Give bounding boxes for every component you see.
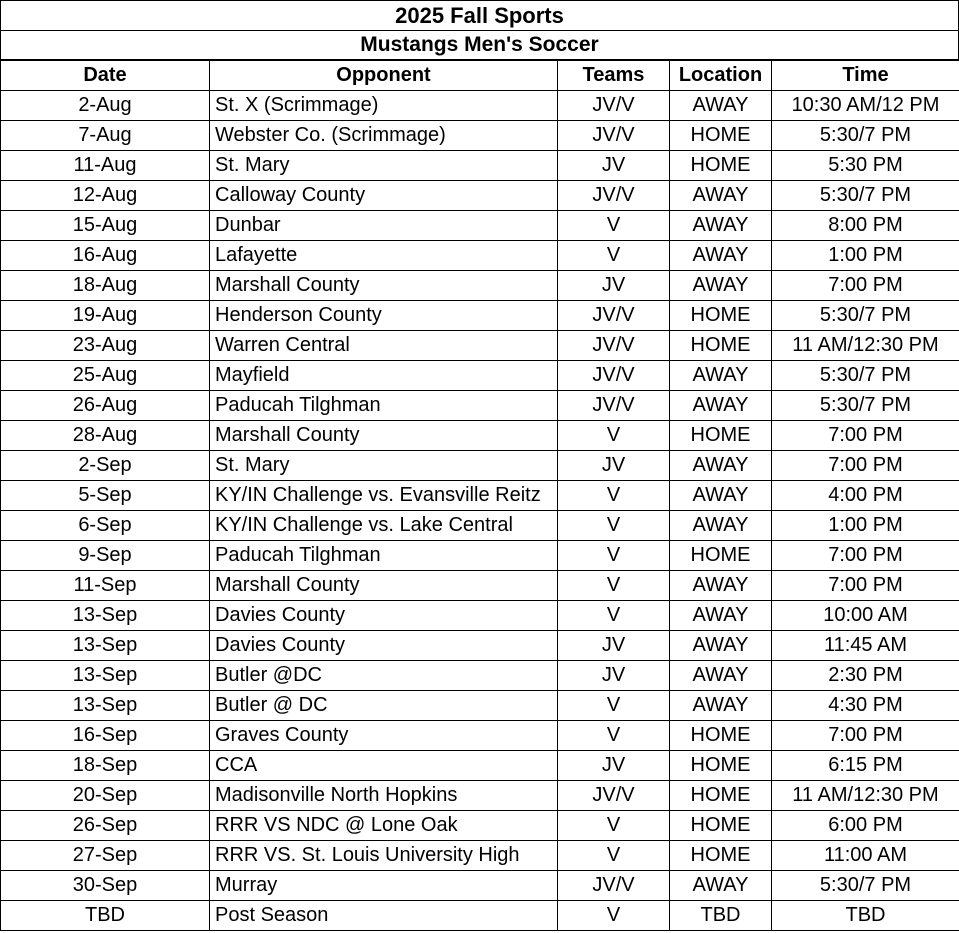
location-cell: AWAY — [670, 691, 772, 721]
date-cell: 12-Aug — [1, 181, 210, 211]
date-cell: 18-Aug — [1, 271, 210, 301]
location-cell: HOME — [670, 151, 772, 181]
time-cell: 7:00 PM — [772, 271, 959, 301]
date-cell: 26-Sep — [1, 811, 210, 841]
table-row — [1, 811, 959, 841]
location-cell: HOME — [670, 811, 772, 841]
table-row — [1, 451, 959, 481]
schedule-body — [1, 91, 959, 931]
time-cell: 7:00 PM — [772, 571, 959, 601]
table-row — [1, 181, 959, 211]
location-cell: AWAY — [670, 271, 772, 301]
location-cell: HOME — [670, 751, 772, 781]
date-cell: TBD — [1, 901, 210, 931]
teams-cell: JV — [558, 271, 670, 301]
table-row — [1, 121, 959, 151]
date-cell: 30-Sep — [1, 871, 210, 901]
time-cell: 7:00 PM — [772, 541, 959, 571]
opponent-cell: KY/IN Challenge vs. Evansville Reitz — [210, 481, 558, 511]
teams-cell: JV/V — [558, 331, 670, 361]
date-cell: 11-Aug — [1, 151, 210, 181]
opponent-cell: St. Mary — [210, 151, 558, 181]
teams-cell: JV/V — [558, 91, 670, 121]
teams-cell: V — [558, 571, 670, 601]
table-row — [1, 271, 959, 301]
location-cell: AWAY — [670, 391, 772, 421]
date-cell: 15-Aug — [1, 211, 210, 241]
teams-cell: JV/V — [558, 781, 670, 811]
opponent-cell: Warren Central — [210, 331, 558, 361]
opponent-cell: Paducah Tilghman — [210, 391, 558, 421]
location-cell: HOME — [670, 421, 772, 451]
date-cell: 13-Sep — [1, 601, 210, 631]
date-cell: 11-Sep — [1, 571, 210, 601]
table-row — [1, 211, 959, 241]
teams-cell: V — [558, 811, 670, 841]
time-cell: 5:30/7 PM — [772, 361, 959, 391]
date-cell: 26-Aug — [1, 391, 210, 421]
location-cell: HOME — [670, 541, 772, 571]
header-time: Time — [772, 61, 959, 91]
opponent-cell: Marshall County — [210, 571, 558, 601]
table-row — [1, 901, 959, 931]
teams-cell: JV — [558, 751, 670, 781]
time-cell: 7:00 PM — [772, 421, 959, 451]
table-row — [1, 421, 959, 451]
location-cell: HOME — [670, 781, 772, 811]
time-cell: 11 AM/12:30 PM — [772, 331, 959, 361]
location-cell: AWAY — [670, 571, 772, 601]
opponent-cell: RRR VS NDC @ Lone Oak — [210, 811, 558, 841]
opponent-cell: Dunbar — [210, 211, 558, 241]
location-cell: AWAY — [670, 601, 772, 631]
date-cell: 25-Aug — [1, 361, 210, 391]
time-cell: 2:30 PM — [772, 661, 959, 691]
date-cell: 2-Aug — [1, 91, 210, 121]
schedule-table — [0, 60, 959, 931]
opponent-cell: Calloway County — [210, 181, 558, 211]
location-cell: HOME — [670, 331, 772, 361]
table-row — [1, 691, 959, 721]
header-row — [1, 61, 959, 91]
table-row — [1, 631, 959, 661]
location-cell: HOME — [670, 301, 772, 331]
teams-cell: JV/V — [558, 391, 670, 421]
teams-cell: V — [558, 691, 670, 721]
opponent-cell: Paducah Tilghman — [210, 541, 558, 571]
location-cell: AWAY — [670, 211, 772, 241]
opponent-cell: CCA — [210, 751, 558, 781]
sheet-title: 2025 Fall Sports — [0, 0, 959, 30]
time-cell: 5:30/7 PM — [772, 181, 959, 211]
table-row — [1, 361, 959, 391]
time-cell: 8:00 PM — [772, 211, 959, 241]
time-cell: 5:30/7 PM — [772, 121, 959, 151]
teams-cell: JV/V — [558, 121, 670, 151]
table-row — [1, 91, 959, 121]
date-cell: 2-Sep — [1, 451, 210, 481]
time-cell: TBD — [772, 901, 959, 931]
opponent-cell: Davies County — [210, 601, 558, 631]
time-cell: 4:00 PM — [772, 481, 959, 511]
date-cell: 19-Aug — [1, 301, 210, 331]
date-cell: 27-Sep — [1, 841, 210, 871]
table-row — [1, 301, 959, 331]
date-cell: 13-Sep — [1, 691, 210, 721]
teams-cell: JV/V — [558, 361, 670, 391]
opponent-cell: Davies County — [210, 631, 558, 661]
opponent-cell: St. Mary — [210, 451, 558, 481]
date-cell: 28-Aug — [1, 421, 210, 451]
opponent-cell: Marshall County — [210, 271, 558, 301]
teams-cell: JV — [558, 151, 670, 181]
location-cell: AWAY — [670, 631, 772, 661]
table-row — [1, 661, 959, 691]
teams-cell: V — [558, 721, 670, 751]
opponent-cell: Butler @ DC — [210, 691, 558, 721]
time-cell: 11:00 AM — [772, 841, 959, 871]
date-cell: 6-Sep — [1, 511, 210, 541]
time-cell: 11 AM/12:30 PM — [772, 781, 959, 811]
teams-cell: V — [558, 541, 670, 571]
teams-cell: JV — [558, 661, 670, 691]
time-cell: 5:30/7 PM — [772, 391, 959, 421]
header-teams: Teams — [558, 61, 670, 91]
teams-cell: V — [558, 901, 670, 931]
location-cell: AWAY — [670, 661, 772, 691]
header-location: Location — [670, 61, 772, 91]
time-cell: 7:00 PM — [772, 451, 959, 481]
location-cell: AWAY — [670, 451, 772, 481]
opponent-cell: Murray — [210, 871, 558, 901]
time-cell: 5:30/7 PM — [772, 301, 959, 331]
date-cell: 5-Sep — [1, 481, 210, 511]
time-cell: 4:30 PM — [772, 691, 959, 721]
time-cell: 10:00 AM — [772, 601, 959, 631]
opponent-cell: Post Season — [210, 901, 558, 931]
date-cell: 13-Sep — [1, 661, 210, 691]
location-cell: HOME — [670, 841, 772, 871]
opponent-cell: Mayfield — [210, 361, 558, 391]
location-cell: AWAY — [670, 511, 772, 541]
time-cell: 5:30/7 PM — [772, 871, 959, 901]
opponent-cell: Webster Co. (Scrimmage) — [210, 121, 558, 151]
date-cell: 16-Sep — [1, 721, 210, 751]
table-row — [1, 751, 959, 781]
header-opponent: Opponent — [210, 61, 558, 91]
location-cell: TBD — [670, 901, 772, 931]
opponent-cell: Marshall County — [210, 421, 558, 451]
opponent-cell: Madisonville North Hopkins — [210, 781, 558, 811]
opponent-cell: Graves County — [210, 721, 558, 751]
date-cell: 13-Sep — [1, 631, 210, 661]
table-row — [1, 151, 959, 181]
time-cell: 1:00 PM — [772, 511, 959, 541]
teams-cell: V — [558, 601, 670, 631]
opponent-cell: Butler @DC — [210, 661, 558, 691]
table-row — [1, 871, 959, 901]
teams-cell: JV — [558, 451, 670, 481]
time-cell: 1:00 PM — [772, 241, 959, 271]
teams-cell: V — [558, 481, 670, 511]
table-row — [1, 241, 959, 271]
table-row — [1, 331, 959, 361]
teams-cell: V — [558, 511, 670, 541]
opponent-cell: RRR VS. St. Louis University High — [210, 841, 558, 871]
location-cell: AWAY — [670, 91, 772, 121]
date-cell: 20-Sep — [1, 781, 210, 811]
table-row — [1, 781, 959, 811]
table-row — [1, 721, 959, 751]
table-row — [1, 511, 959, 541]
location-cell: HOME — [670, 121, 772, 151]
time-cell: 10:30 AM/12 PM — [772, 91, 959, 121]
table-row — [1, 541, 959, 571]
time-cell: 5:30 PM — [772, 151, 959, 181]
opponent-cell: KY/IN Challenge vs. Lake Central — [210, 511, 558, 541]
teams-cell: V — [558, 841, 670, 871]
time-cell: 11:45 AM — [772, 631, 959, 661]
teams-cell: V — [558, 241, 670, 271]
team-title: Mustangs Men's Soccer — [0, 30, 959, 60]
teams-cell: JV/V — [558, 301, 670, 331]
time-cell: 6:00 PM — [772, 811, 959, 841]
location-cell: HOME — [670, 721, 772, 751]
location-cell: AWAY — [670, 361, 772, 391]
location-cell: AWAY — [670, 481, 772, 511]
teams-cell: JV/V — [558, 181, 670, 211]
table-row — [1, 841, 959, 871]
table-row — [1, 571, 959, 601]
date-cell: 9-Sep — [1, 541, 210, 571]
time-cell: 7:00 PM — [772, 721, 959, 751]
header-date: Date — [1, 61, 210, 91]
table-row — [1, 601, 959, 631]
date-cell: 7-Aug — [1, 121, 210, 151]
opponent-cell: St. X (Scrimmage) — [210, 91, 558, 121]
date-cell: 18-Sep — [1, 751, 210, 781]
time-cell: 6:15 PM — [772, 751, 959, 781]
teams-cell: JV — [558, 631, 670, 661]
location-cell: AWAY — [670, 181, 772, 211]
table-row — [1, 481, 959, 511]
location-cell: AWAY — [670, 871, 772, 901]
teams-cell: V — [558, 421, 670, 451]
opponent-cell: Henderson County — [210, 301, 558, 331]
teams-cell: V — [558, 211, 670, 241]
location-cell: AWAY — [670, 241, 772, 271]
date-cell: 16-Aug — [1, 241, 210, 271]
table-row — [1, 391, 959, 421]
opponent-cell: Lafayette — [210, 241, 558, 271]
date-cell: 23-Aug — [1, 331, 210, 361]
teams-cell: JV/V — [558, 871, 670, 901]
